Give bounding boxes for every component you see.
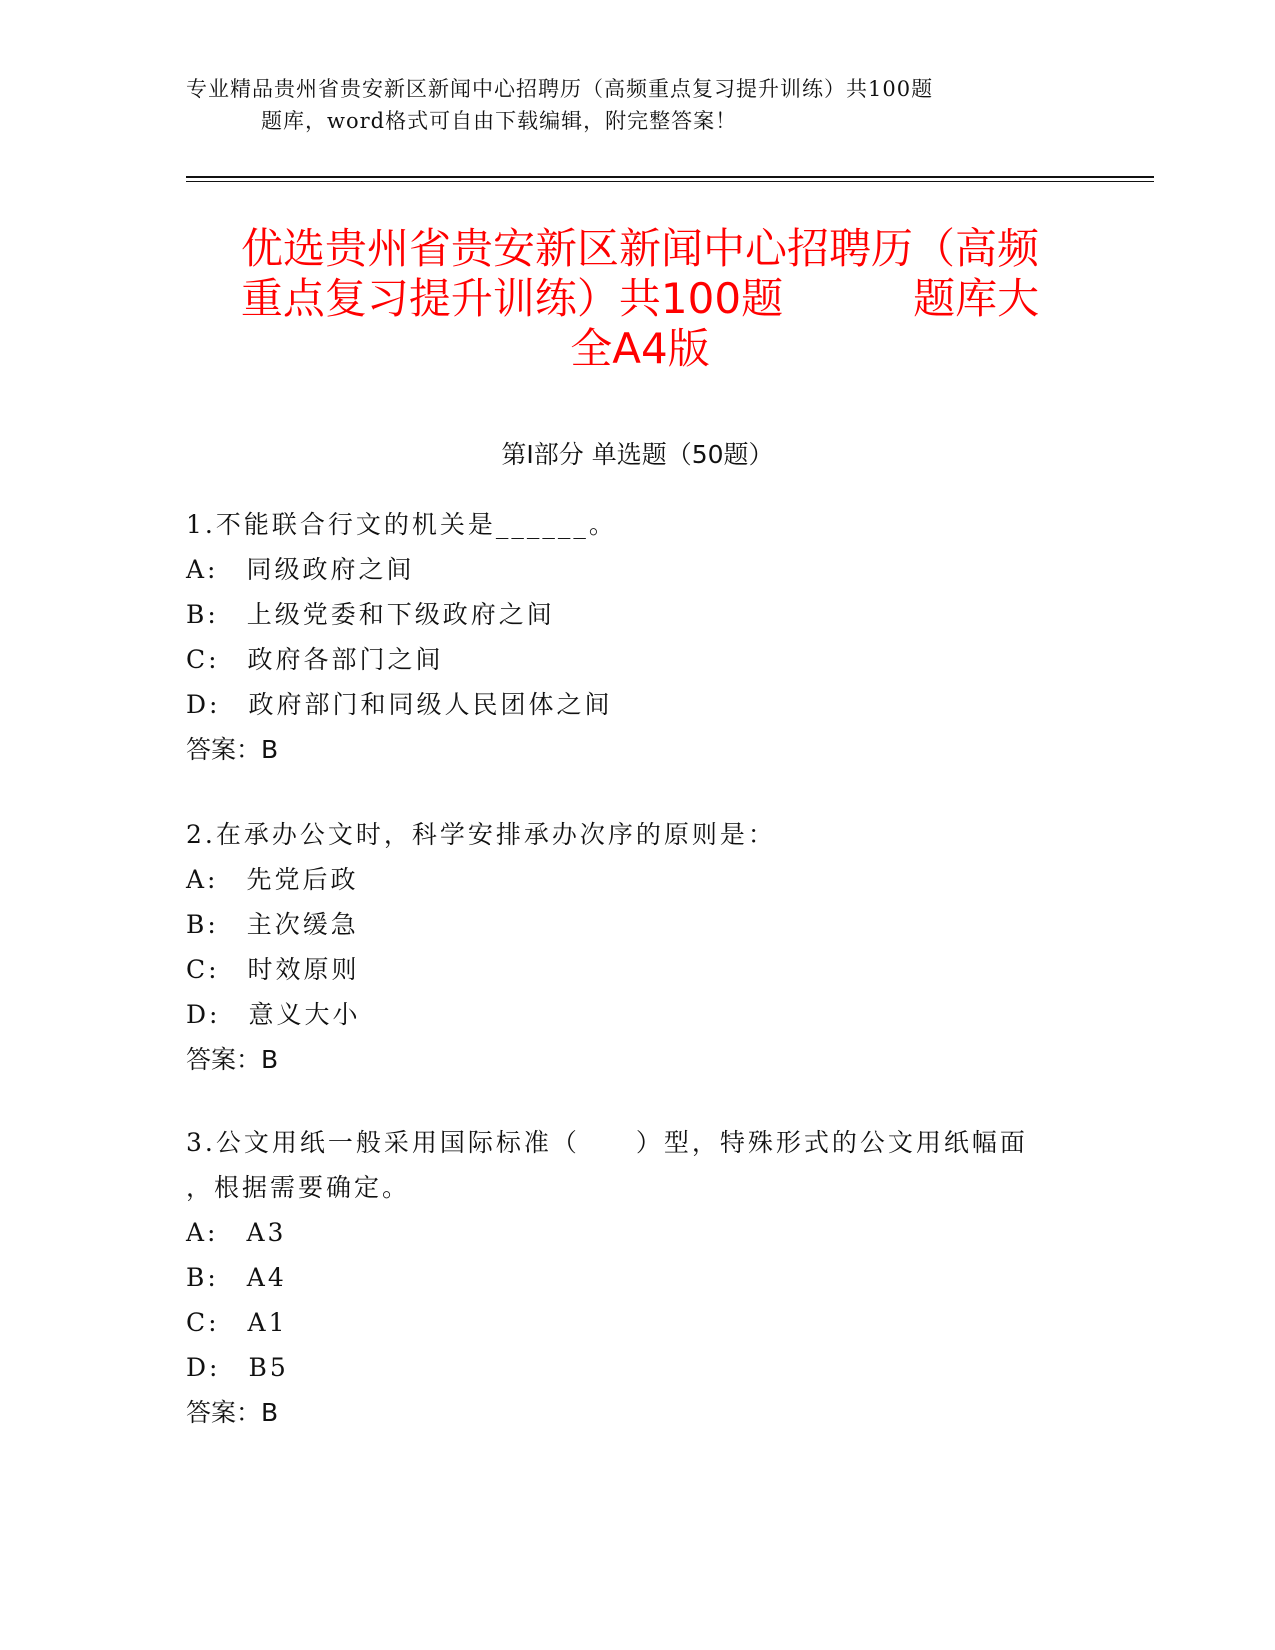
title-line3: 全A4版 <box>570 324 710 373</box>
option-c: C: 时效原则 <box>186 955 360 984</box>
question-stem-continued: ，根据需要确定。 <box>186 1173 411 1202</box>
question-1 <box>186 502 1086 772</box>
answer: 答案：B <box>186 1398 279 1427</box>
header-text-line2: 题库，word格式可自由下载编辑，附完整答案！ <box>261 109 738 133</box>
question-2 <box>186 812 1086 1082</box>
option-c: C: 政府各部门之间 <box>186 645 444 674</box>
question-stem: 1.不能联合行文的机关是______。 <box>186 510 617 539</box>
header-rule-thin <box>186 181 1154 182</box>
option-a: A: 同级政府之间 <box>186 555 415 584</box>
option-d: D: 政府部门和同级人民团体之间 <box>186 690 613 719</box>
title-line2-part-a: 重点复习提升训练）共100题 <box>240 274 784 323</box>
title-line2-part-b: 题库大 <box>913 274 1040 323</box>
answer: 答案：B <box>186 735 279 764</box>
option-d: D: B5 <box>186 1353 289 1382</box>
question-stem: 2.在承办公文时，科学安排承办次序的原则是： <box>186 820 776 849</box>
option-c: C: A1 <box>186 1308 288 1337</box>
document-title <box>190 224 1090 374</box>
option-a: A: A3 <box>186 1218 287 1247</box>
question-stem: 3.公文用纸一般采用国际标准（ ）型，特殊形式的公文用纸幅面 <box>186 1128 1028 1157</box>
section-heading: 第Ⅰ部分 单选题（50题） <box>501 440 774 469</box>
header-text-line1: 专业精品贵州省贵安新区新闻中心招聘历（高频重点复习提升训练）共100题 <box>186 77 934 101</box>
option-a: A: 先党后政 <box>186 865 359 894</box>
option-d: D: 意义大小 <box>186 1000 361 1029</box>
option-b: B: 主次缓急 <box>186 910 359 939</box>
title-line1: 优选贵州省贵安新区新闻中心招聘历（高频 <box>240 224 1039 273</box>
title-line2 <box>190 274 1090 324</box>
header-rule-thick <box>186 176 1154 178</box>
answer: 答案：B <box>186 1045 279 1074</box>
option-b: B: 上级党委和下级政府之间 <box>186 600 555 629</box>
option-b: B: A4 <box>186 1263 287 1292</box>
question-3 <box>186 1120 1086 1435</box>
